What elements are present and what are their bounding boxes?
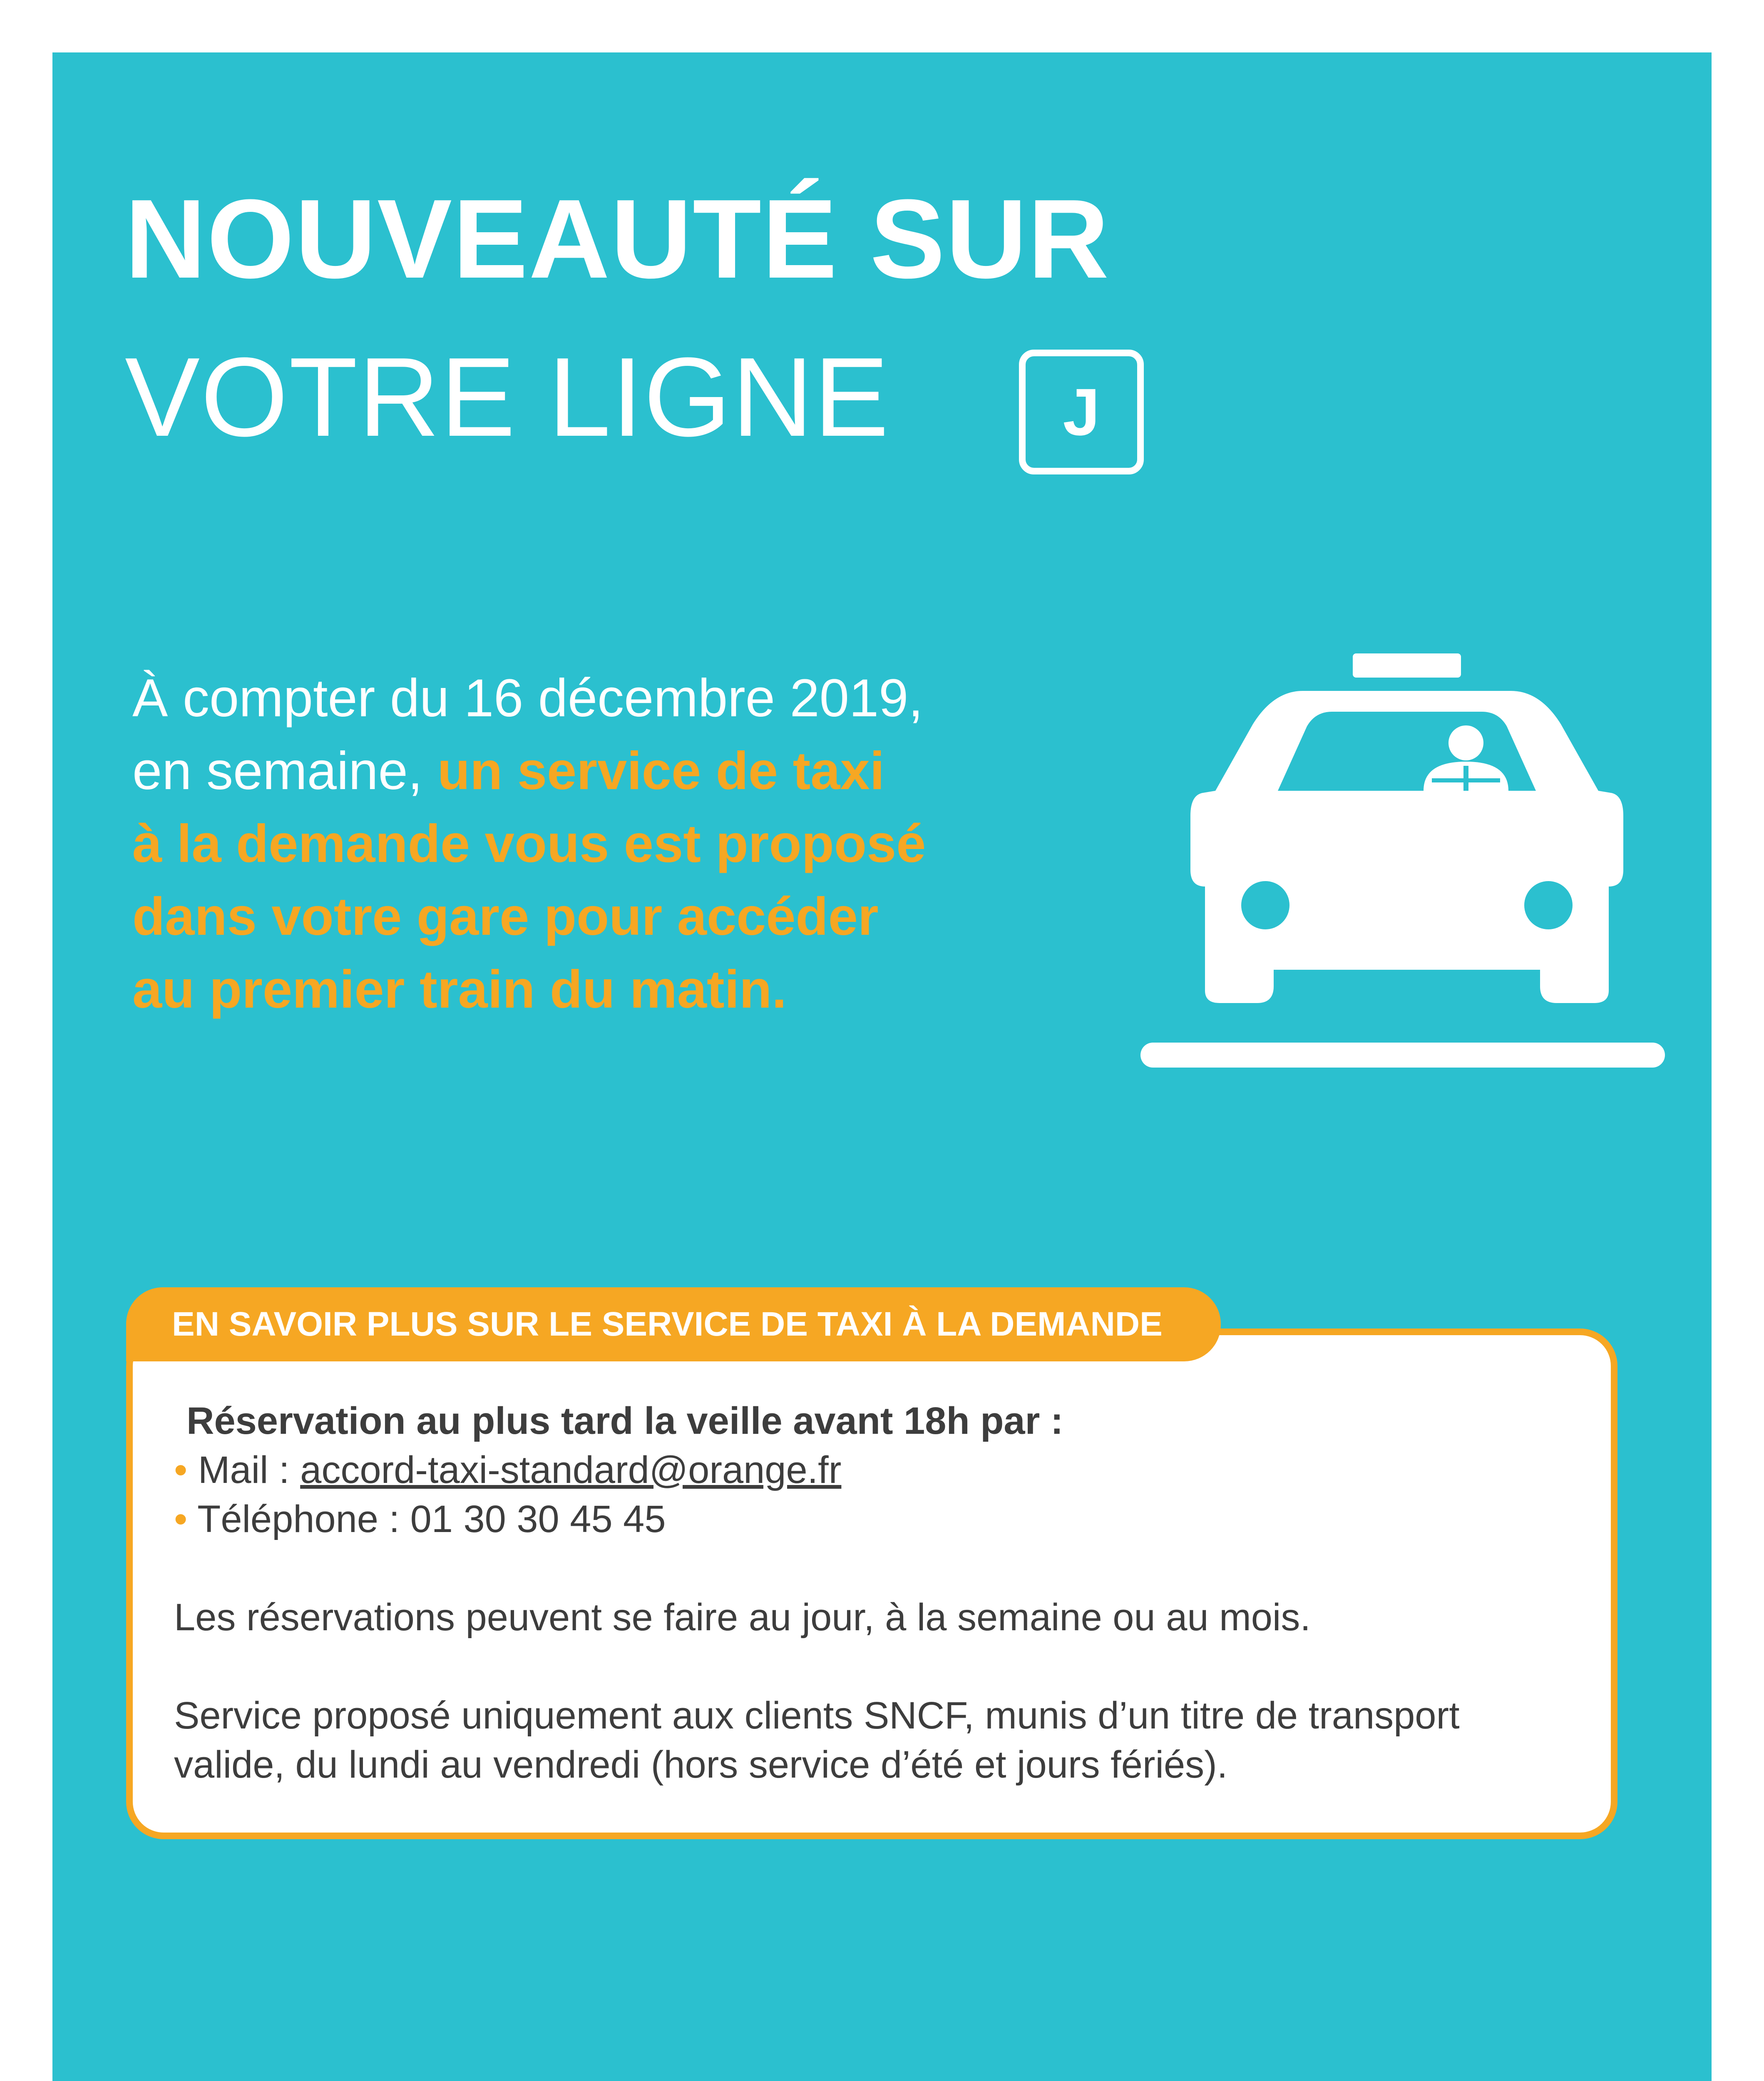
taxi-icon bbox=[1140, 653, 1673, 1070]
mail-row bbox=[174, 1445, 1581, 1495]
spacer bbox=[174, 1544, 1581, 1593]
reservation-frequency-text: Les réservations peuvent se faire au jour, à la semaine ou au mois. bbox=[174, 1596, 1311, 1639]
intro-plain-2: en semaine, bbox=[132, 741, 437, 801]
spacer bbox=[174, 1642, 1581, 1691]
intro-highlight-1: un service de taxi bbox=[437, 741, 885, 801]
service-conditions-line1: Service proposé uniquement aux clients SNCF, munis d’un titre de transport bbox=[174, 1694, 1460, 1737]
info-tab-title: EN SAVOIR PLUS SUR LE SERVICE DE TAXI À LA DEMANDE bbox=[126, 1287, 1221, 1361]
line-j-badge: J bbox=[1019, 350, 1144, 474]
headline-line1: NOUVEAUTÉ SUR bbox=[125, 176, 1110, 302]
phone-label: Téléphone : bbox=[197, 1498, 410, 1540]
intro-plain-1: À compter du 16 décembre 2019, bbox=[132, 668, 923, 728]
phone-value: 01 30 30 45 45 bbox=[410, 1498, 666, 1540]
service-conditions-line2: valide, du lundi au vendredi (hors service d’été et jours fériés). bbox=[174, 1743, 1228, 1786]
reservation-title: Réservation au plus tard la veille avant 18h par : bbox=[186, 1400, 1063, 1442]
info-body bbox=[174, 1396, 1581, 1789]
intro-highlight-4: au premier train du matin. bbox=[132, 960, 787, 1019]
bullet: • bbox=[174, 1449, 188, 1491]
mail-label: Mail : bbox=[198, 1449, 301, 1491]
intro-text bbox=[132, 662, 1048, 1026]
bullet: • bbox=[174, 1498, 188, 1540]
headline-line2: VOTRE LIGNE bbox=[125, 335, 890, 460]
phone-row bbox=[174, 1495, 1581, 1544]
intro-highlight-2: à la demande vous est proposé bbox=[132, 814, 926, 874]
intro-highlight-3: dans votre gare pour accéder bbox=[132, 887, 879, 946]
mail-link[interactable]: accord-taxi-standard@orange.fr bbox=[300, 1449, 842, 1491]
